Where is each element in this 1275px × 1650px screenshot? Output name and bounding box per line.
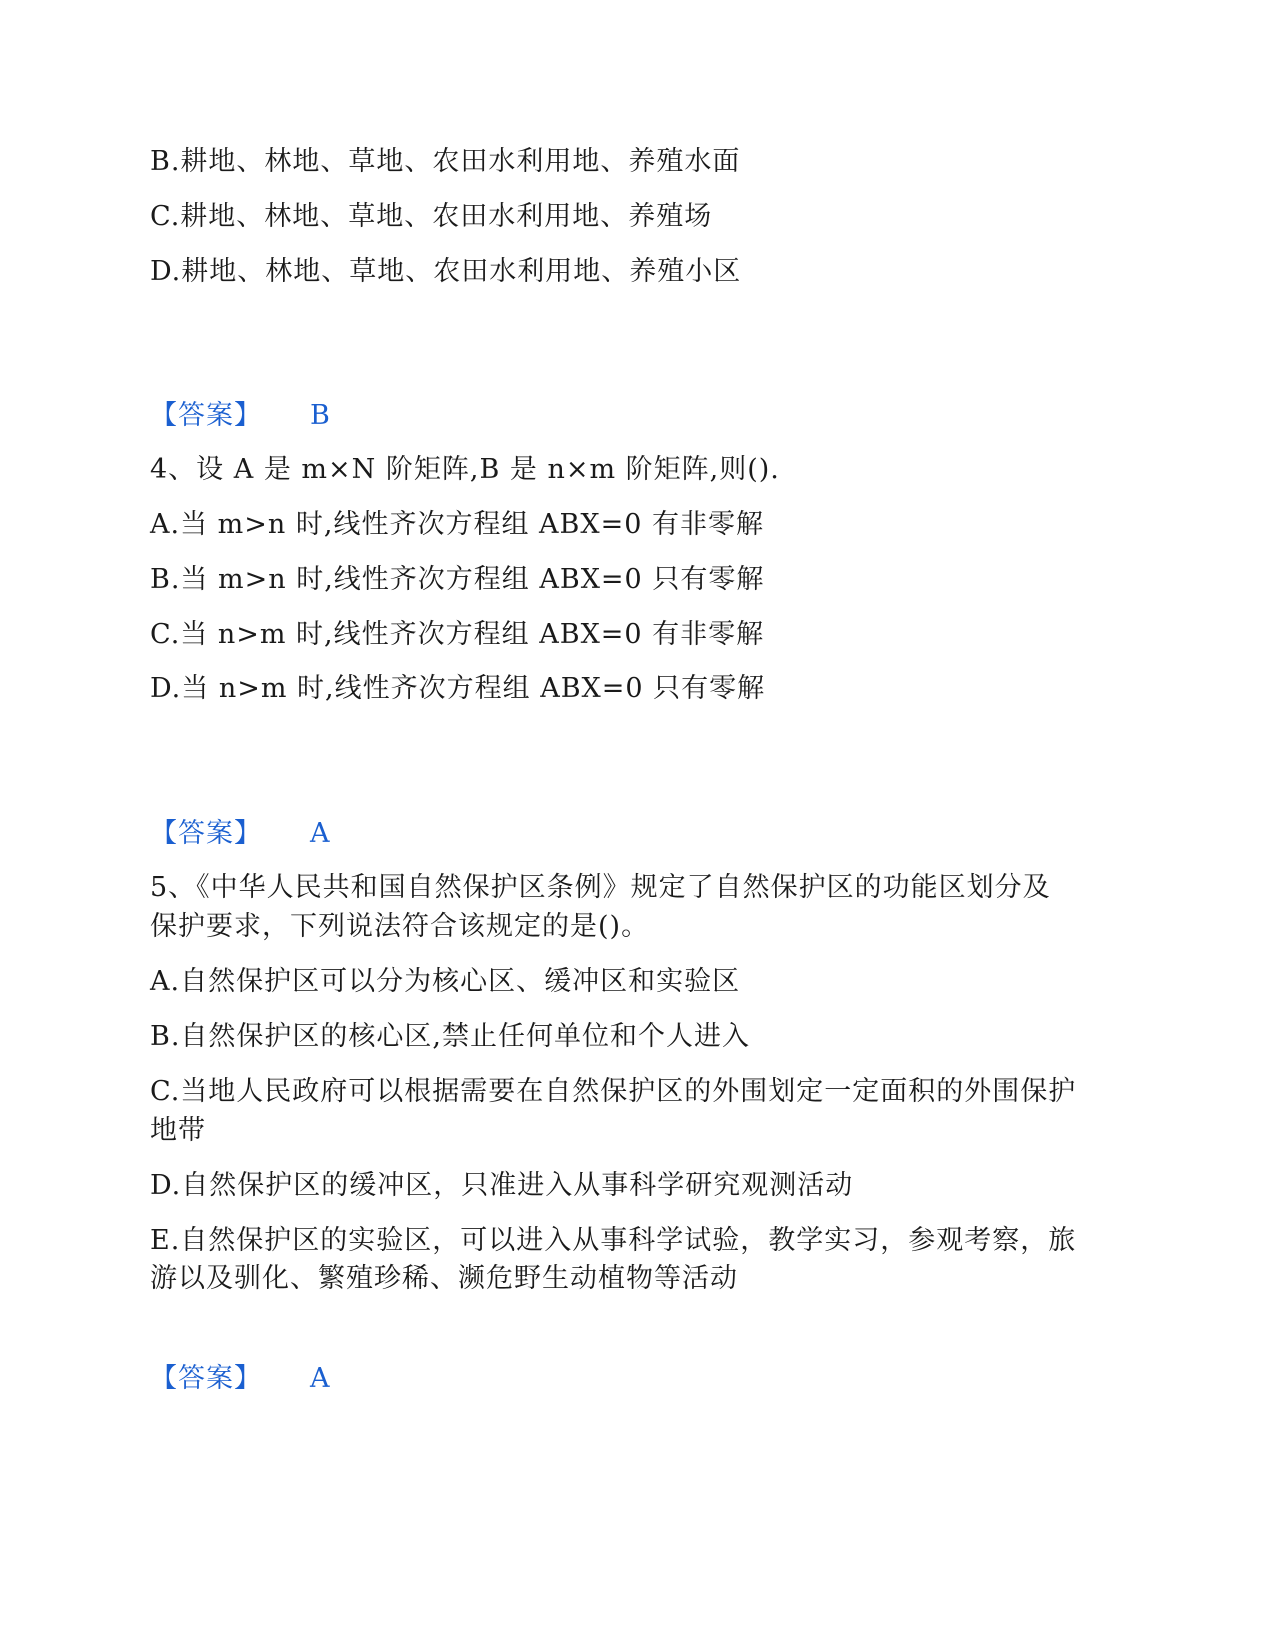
q5-option-e-line1: E.自然保护区的实验区，可以进入从事科学试验，教学实习，参观考察，旅: [150, 1225, 1077, 1256]
q5-option-e-line2: 游以及驯化、繁殖珍稀、濒危野生动植物等活动: [150, 1263, 738, 1294]
q5-option-a: A.自然保护区可以分为核心区、缓冲区和实验区: [150, 966, 741, 997]
q4-answer-label: 【答案】: [150, 818, 262, 849]
q5-option-d: D.自然保护区的缓冲区，只准进入从事科学研究观测活动: [150, 1170, 854, 1201]
q5-stem-line2: 保护要求，下列说法符合该规定的是()。: [150, 911, 650, 942]
q5-answer-label: 【答案】: [150, 1363, 262, 1394]
q3-answer: [150, 396, 331, 436]
q5-answer-value: A: [310, 1363, 331, 1394]
q4-option-a: A.当 m>n 时,线性齐次方程组 ABX=0 有非零解: [150, 509, 764, 540]
q5-answer: [150, 1359, 331, 1399]
q3-answer-value: B: [310, 400, 331, 431]
q3-option-c: C.耕地、林地、草地、农田水利用地、养殖场: [150, 201, 713, 232]
q3-answer-label: 【答案】: [150, 400, 262, 431]
q5-option-c-line2: 地带: [150, 1115, 206, 1146]
q5-stem-line1: 5、《中华人民共和国自然保护区条例》规定了自然保护区的功能区划分及: [150, 872, 1051, 903]
q4-answer: [150, 814, 331, 854]
q4-stem: 4、设 A 是 m×N 阶矩阵,B 是 n×m 阶矩阵,则().: [150, 454, 780, 485]
q4-option-d: D.当 n>m 时,线性齐次方程组 ABX=0 只有零解: [150, 673, 766, 704]
q5-option-c-line1: C.当地人民政府可以根据需要在自然保护区的外围划定一定面积的外围保护: [150, 1076, 1077, 1107]
q3-option-b: B.耕地、林地、草地、农田水利用地、养殖水面: [150, 146, 741, 177]
q4-answer-value: A: [310, 818, 331, 849]
q4-option-b: B.当 m>n 时,线性齐次方程组 ABX=0 只有零解: [150, 564, 765, 595]
q5-option-b: B.自然保护区的核心区,禁止任何单位和个人进入: [150, 1021, 751, 1052]
q3-option-d: D.耕地、林地、草地、农田水利用地、养殖小区: [150, 256, 742, 287]
q4-option-c: C.当 n>m 时,线性齐次方程组 ABX=0 有非零解: [150, 619, 765, 650]
